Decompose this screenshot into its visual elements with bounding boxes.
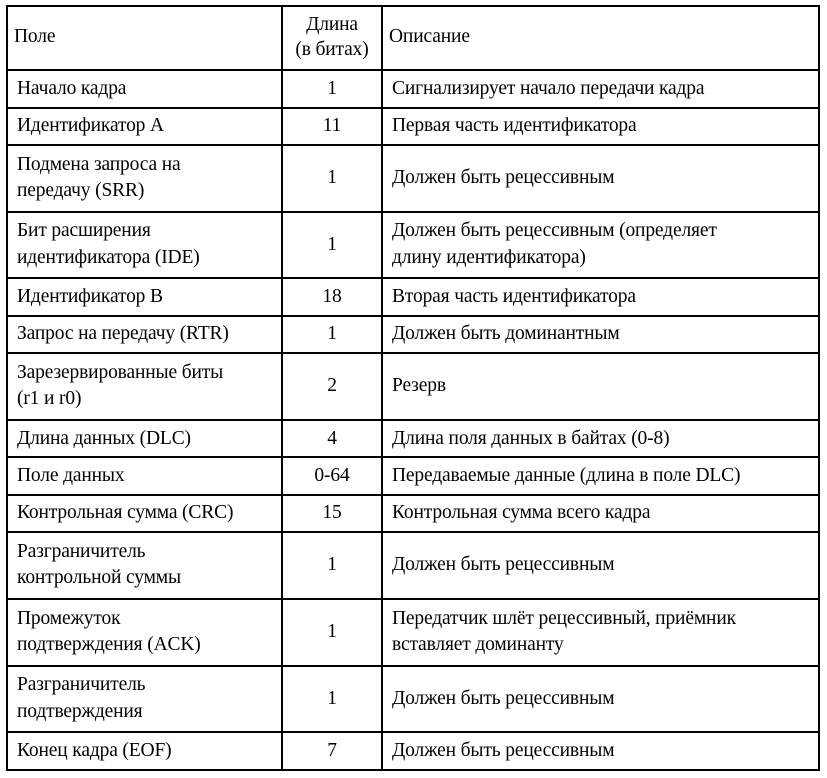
description-line1: Первая часть идентификатора xyxy=(392,115,637,137)
cell-field xyxy=(7,666,282,733)
table-row xyxy=(7,278,819,315)
length-value: 1 xyxy=(327,233,337,255)
description-line1: Длина поля данных в байтах (0-8) xyxy=(392,427,670,449)
field-line1: Контрольная сумма (CRC) xyxy=(17,502,234,524)
cell-length xyxy=(282,666,382,733)
description-line1: Должен быть рецессивным xyxy=(392,554,615,576)
cell-length xyxy=(282,353,382,420)
field-line1: Разграничитель xyxy=(17,541,146,563)
description-line1: Передатчик шлёт рецессивный, приёмник xyxy=(392,607,736,629)
table-row xyxy=(7,316,819,353)
length-value: 2 xyxy=(327,375,337,397)
field-line2: (r1 и r0) xyxy=(17,388,82,410)
field-line1: Бит расширения xyxy=(17,220,151,242)
field-line2: подтверждения (ACK) xyxy=(17,633,201,655)
cell-field xyxy=(7,457,282,494)
length-value: 1 xyxy=(327,554,337,576)
cell-field xyxy=(7,212,282,279)
cell-length xyxy=(282,212,382,279)
can-frame-fields-table xyxy=(6,5,820,771)
cell-length xyxy=(282,732,382,770)
description-line1: Должен быть рецессивным xyxy=(392,166,615,188)
length-value: 15 xyxy=(322,502,342,524)
length-value: 7 xyxy=(327,740,337,762)
cell-description xyxy=(382,108,819,145)
length-value: 1 xyxy=(327,166,337,188)
table-row xyxy=(7,495,819,532)
table-row xyxy=(7,108,819,145)
cell-field xyxy=(7,732,282,770)
cell-description xyxy=(382,212,819,279)
table-row xyxy=(7,353,819,420)
table-row xyxy=(7,732,819,770)
cell-description xyxy=(382,732,819,770)
description-line1: Должен быть рецессивным (определяет xyxy=(392,220,717,242)
cell-length xyxy=(282,70,382,107)
length-value: 1 xyxy=(327,77,337,99)
cell-length xyxy=(282,420,382,457)
cell-length xyxy=(282,495,382,532)
column-header-description-line1: Описание xyxy=(389,26,470,48)
field-line1: Начало кадра xyxy=(17,77,127,99)
field-line1: Конец кадра (EOF) xyxy=(17,740,172,762)
description-line1: Должен быть рецессивным xyxy=(392,740,615,762)
cell-description xyxy=(382,278,819,315)
length-value: 1 xyxy=(327,687,337,709)
field-line1: Разграничитель xyxy=(17,674,146,696)
description-line1: Должен быть доминантным xyxy=(392,323,620,345)
cell-description xyxy=(382,353,819,420)
cell-field xyxy=(7,278,282,315)
length-value: 11 xyxy=(322,115,342,137)
cell-length xyxy=(282,145,382,212)
table-row xyxy=(7,212,819,279)
field-line2: подтверждения xyxy=(17,700,143,722)
field-line2: передачу (SRR) xyxy=(17,179,145,201)
field-line2: контрольной суммы xyxy=(17,567,181,589)
column-header-length xyxy=(282,6,382,70)
field-line1: Зарезервированные биты xyxy=(17,362,224,384)
table-row xyxy=(7,599,819,666)
cell-field xyxy=(7,420,282,457)
cell-description xyxy=(382,457,819,494)
cell-field xyxy=(7,495,282,532)
cell-description xyxy=(382,532,819,599)
table-row xyxy=(7,666,819,733)
cell-length xyxy=(282,278,382,315)
length-value: 4 xyxy=(327,427,337,449)
cell-length xyxy=(282,532,382,599)
field-line1: Длина данных (DLC) xyxy=(17,427,191,449)
field-line1: Идентификатор B xyxy=(17,285,163,307)
description-line1: Передаваемые данные (длина в поле DLC) xyxy=(392,464,741,486)
field-line1: Поле данных xyxy=(17,464,125,486)
description-line1: Вторая часть идентификатора xyxy=(392,285,636,307)
cell-field xyxy=(7,353,282,420)
cell-description xyxy=(382,70,819,107)
table-row xyxy=(7,420,819,457)
cell-length xyxy=(282,457,382,494)
length-value: 18 xyxy=(322,285,342,307)
description-line1: Контрольная сумма всего кадра xyxy=(392,502,651,524)
cell-field xyxy=(7,599,282,666)
cell-field xyxy=(7,532,282,599)
description-line1: Резерв xyxy=(392,375,446,397)
can-frame-table-container xyxy=(6,5,818,771)
column-header-length-line1: Длина xyxy=(306,14,358,35)
cell-description xyxy=(382,316,819,353)
cell-description xyxy=(382,495,819,532)
length-value: 1 xyxy=(327,620,337,642)
field-line1: Подмена запроса на xyxy=(17,153,181,175)
description-line1: Сигнализирует начало передачи кадра xyxy=(392,77,705,99)
cell-field xyxy=(7,70,282,107)
length-value: 0-64 xyxy=(314,464,350,486)
field-line1: Идентификатор A xyxy=(17,115,164,137)
description-line2: длину идентификатора) xyxy=(392,246,586,268)
table-row xyxy=(7,145,819,212)
table-row xyxy=(7,457,819,494)
table-row xyxy=(7,532,819,599)
cell-length xyxy=(282,316,382,353)
cell-description xyxy=(382,599,819,666)
cell-length xyxy=(282,599,382,666)
table-row xyxy=(7,70,819,107)
description-line1: Должен быть рецессивным xyxy=(392,687,615,709)
cell-description xyxy=(382,420,819,457)
cell-field xyxy=(7,145,282,212)
cell-description xyxy=(382,666,819,733)
column-header-description xyxy=(382,6,819,70)
length-value: 1 xyxy=(327,323,337,345)
column-header-field-line1: Поле xyxy=(14,26,56,48)
field-line1: Промежуток xyxy=(17,607,121,629)
table-body xyxy=(7,70,819,770)
description-line2: вставляет доминанту xyxy=(392,633,564,655)
cell-length xyxy=(282,108,382,145)
field-line1: Запрос на передачу (RTR) xyxy=(17,323,229,345)
cell-field xyxy=(7,108,282,145)
column-header-length-line2: (в битах) xyxy=(295,38,369,60)
table-header-row xyxy=(7,6,819,70)
cell-field xyxy=(7,316,282,353)
cell-description xyxy=(382,145,819,212)
field-line2: идентификатора (IDE) xyxy=(17,246,200,268)
column-header-field xyxy=(7,6,282,70)
